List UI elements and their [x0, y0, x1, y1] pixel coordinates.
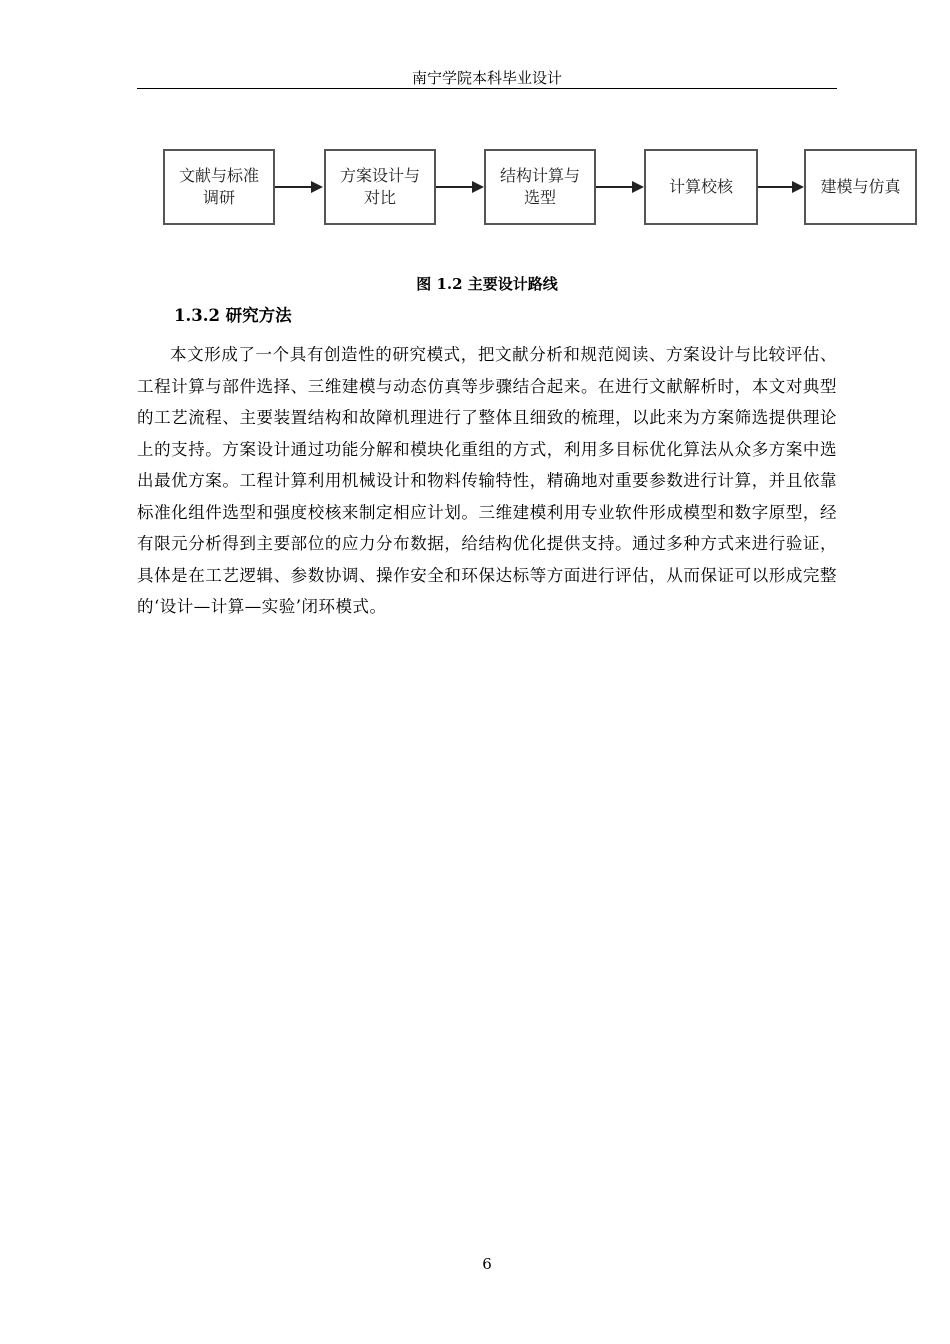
flow-arrow-3	[596, 181, 644, 193]
flow-arrow-1	[275, 181, 323, 193]
flow-arrow-2	[436, 181, 484, 193]
body-paragraph: 本文形成了一个具有创造性的研究模式，把文献分析和规范阅读、方案设计与比较评估、工程计算与部件选择、三维建模与动态仿真等步骤结合起来。在进行文献解析时，本文对典型的工艺流程、主要装置结构和故障机理进行了整体且细致的梳理，以此来为方案筛选提供理论上的支持。方案设计通过功能分解和模块化重组的方式，利用多目标优化算法从众多方案中选出最优方案。工程计算利用机械设计和物料传输特性，精确地对重要参数进行计算，并且依靠标准化组件选型和强度校核来制定相应计划。三维建模利用专业软件形成模型和数字原型，经有限元分析得到主要部位的应力分布数据，给结构优化提供支持。通过多种方式来进行验证，具体是在工艺逻辑、参数协调、操作安全和环保达标等方面进行评估，从而保证可以形成完整的‘设计—计算—实验’闭环模式。	[137, 345, 837, 616]
figure-caption: 图 1.2 主要设计路线	[416, 275, 558, 293]
design-route-flowchart	[0, 0, 950, 260]
flow-step-modeling-simulation: 建模与仿真	[804, 149, 917, 225]
page-header: 南宁学院本科毕业设计	[411, 69, 562, 87]
flow-step-scheme-design: 方案设计与对比	[324, 149, 436, 225]
section-heading: 1.3.2 研究方法	[174, 306, 292, 325]
flow-step-literature-research: 文献与标准调研	[163, 149, 275, 225]
page-number: 6	[482, 1255, 492, 1273]
flow-step-structure-calculation: 结构计算与选型	[484, 149, 596, 225]
flow-step-verification: 计算校核	[644, 149, 758, 225]
flow-arrow-4	[758, 181, 804, 193]
